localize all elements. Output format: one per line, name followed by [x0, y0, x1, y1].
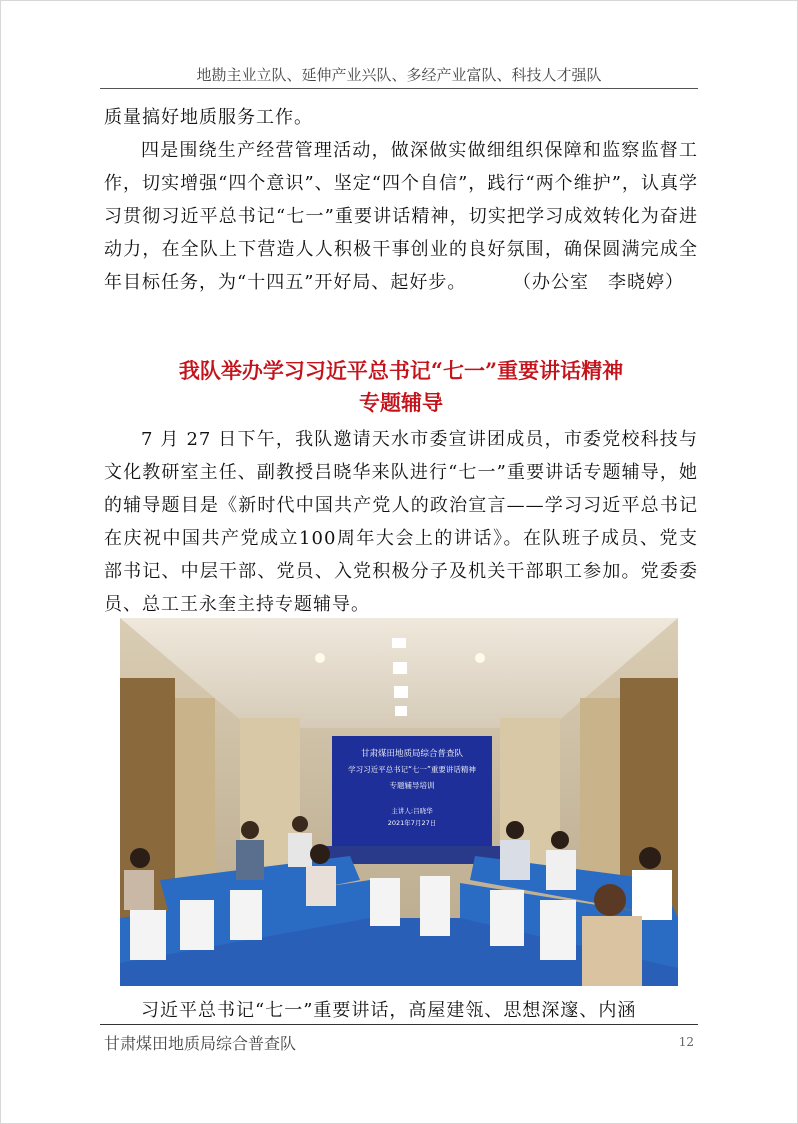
attendee-head [292, 816, 308, 832]
article2-paragraph-1: 7 月 27 日下午，我队邀请天水市委宣讲团成员，市委党校科技与文化教研室主任、副教授吕晓华来队进行“七一”重要讲话专题辅导，她的辅导题目是《新时代中国共产党人的政治宣言——学习习近平总书记在庆祝中国共产党成立100周年大会上的讲话》。在队班子成员、党支部书记、中层干部、党员、入党积极分子及机关干部职工参加。党委委员、总工王永奎主持专题辅导。 [104, 429, 698, 615]
attendee-head [639, 847, 661, 869]
attendee-body [236, 840, 264, 880]
ceiling-spotlight [315, 653, 325, 663]
page-number: 12 [678, 1035, 694, 1049]
attendee-head [241, 821, 259, 839]
footer-organization: 甘肃煤田地质局综合普查队 [104, 1034, 297, 1053]
article2-title-line1: 我队举办学习习近平总书记“七一”重要讲话精神 [178, 358, 624, 383]
header-divider [100, 88, 698, 89]
chair [490, 890, 524, 946]
attendee-body [288, 833, 312, 867]
chair [540, 900, 576, 960]
ceiling-light [393, 662, 407, 674]
attendee-body [582, 916, 642, 986]
attendee-body [306, 866, 336, 906]
ceiling-light [395, 706, 407, 716]
attendee-head [130, 848, 150, 868]
ceiling-spotlight [475, 653, 485, 663]
article1-body [104, 101, 698, 299]
meeting-photo [120, 618, 678, 986]
screen-line-5: 2021年7月27日 [387, 819, 437, 827]
article1-paragraph-2-text: 四是围绕生产经营管理活动，做深做实做细组织保障和监察监督工作，切实增强“四个意识”、坚定“四个自信”，践行“两个维护”，认真学习贯彻习近平总书记“七一”重要讲话精神，切实把学习成效转化为奋进动力，在全队上下营造人人积极干事创业的良好氛围，确保圆满完成全年目标任务，为“十四五”开好局、起好步。 [104, 140, 698, 293]
screen-line-2: 学习习近平总书记“七一”重要讲话精神 [348, 765, 476, 774]
article1-paragraph-1: 质量搞好地质服务工作。 [104, 107, 313, 128]
attendee-body [124, 870, 154, 910]
article1-paragraph-2 [104, 134, 698, 299]
attendee-head [506, 821, 524, 839]
ceiling-light [392, 638, 406, 648]
article2-continuation [104, 994, 698, 1027]
chair [230, 890, 262, 940]
footer-divider [100, 1024, 698, 1025]
attendee-head [310, 844, 330, 864]
chair [370, 878, 400, 926]
header-slogan: 地勘主业立队、延伸产业兴队、多经产业富队、科技人才强队 [196, 66, 602, 84]
attendee-head [551, 831, 569, 849]
chair [180, 900, 214, 950]
article2-title-line2: 专题辅导 [359, 390, 443, 415]
article2-title [104, 355, 698, 419]
chair [420, 876, 450, 936]
screen-line-1: 甘肃煤田地质局综合普查队 [360, 749, 464, 759]
attendee-body [632, 870, 672, 920]
meeting-photo-illustration [120, 618, 678, 986]
ceiling-light [394, 686, 408, 698]
attendee-body [546, 850, 576, 890]
article2-paragraph-2: 习近平总书记“七一”重要讲话，高屋建瓴、思想深邃、内涵 [141, 1000, 637, 1021]
attendee-body [500, 840, 530, 880]
chair [130, 910, 166, 960]
article1-signature: （办公室 李晓婷） [513, 272, 684, 293]
screen-line-4: 主讲人:吕晓华 [391, 807, 433, 815]
screen-line-3: 专题辅导培训 [389, 781, 435, 790]
attendee-head [594, 884, 626, 916]
article2-body [104, 423, 698, 621]
